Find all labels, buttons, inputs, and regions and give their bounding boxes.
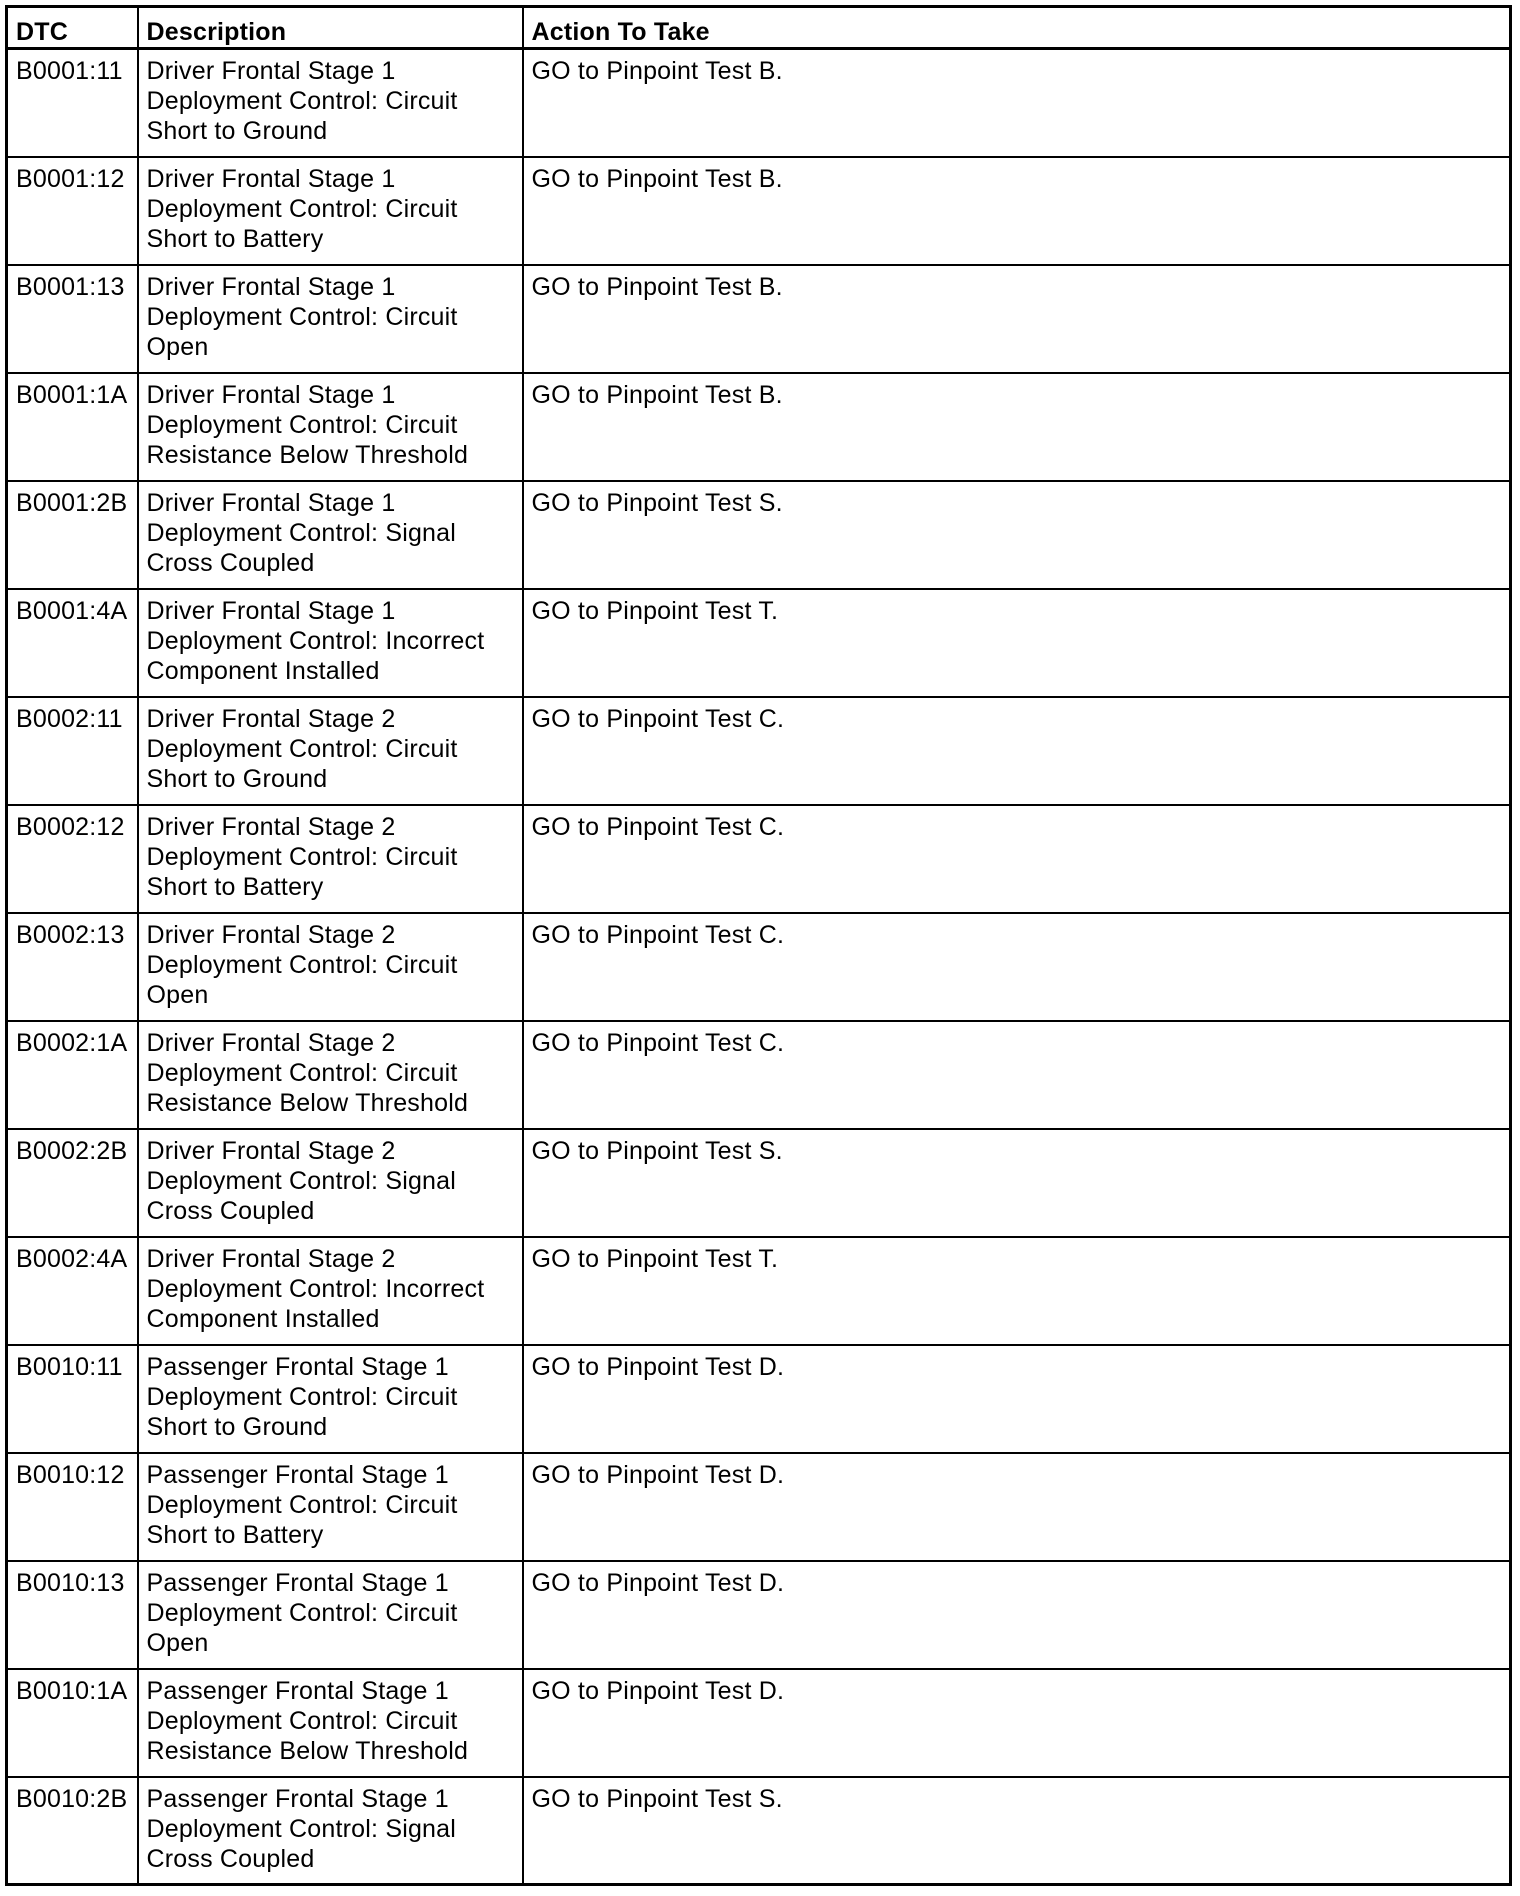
header-dtc: DTC [7, 7, 138, 49]
action-cell: GO to Pinpoint Test S. [523, 481, 1511, 589]
table-row [7, 1777, 1511, 1885]
dtc-cell: B0002:12 [7, 805, 138, 913]
header-description: Description [138, 7, 523, 49]
action-cell: GO to Pinpoint Test D. [523, 1345, 1511, 1453]
table-row [7, 589, 1511, 697]
dtc-cell: B0002:11 [7, 697, 138, 805]
dtc-cell: B0010:13 [7, 1561, 138, 1669]
action-cell: GO to Pinpoint Test B. [523, 49, 1511, 157]
dtc-cell: B0002:13 [7, 913, 138, 1021]
table-row [7, 373, 1511, 481]
action-cell: GO to Pinpoint Test C. [523, 697, 1511, 805]
description-cell: Driver Frontal Stage 2 Deployment Control: Circuit Short to Ground [138, 697, 523, 805]
table-row [7, 265, 1511, 373]
description-cell: Driver Frontal Stage 1 Deployment Control: Circuit Open [138, 265, 523, 373]
dtc-cell: B0001:12 [7, 157, 138, 265]
description-cell: Driver Frontal Stage 1 Deployment Control: Circuit Short to Battery [138, 157, 523, 265]
table-row [7, 1453, 1511, 1561]
description-cell: Driver Frontal Stage 2 Deployment Control: Incorrect Component Installed [138, 1237, 523, 1345]
table-row [7, 913, 1511, 1021]
description-cell: Passenger Frontal Stage 1 Deployment Control: Signal Cross Coupled [138, 1777, 523, 1885]
description-cell: Driver Frontal Stage 2 Deployment Control: Signal Cross Coupled [138, 1129, 523, 1237]
description-cell: Driver Frontal Stage 1 Deployment Control: Circuit Short to Ground [138, 49, 523, 157]
dtc-cell: B0010:12 [7, 1453, 138, 1561]
table-row [7, 1561, 1511, 1669]
description-cell: Passenger Frontal Stage 1 Deployment Control: Circuit Open [138, 1561, 523, 1669]
description-cell: Driver Frontal Stage 1 Deployment Control: Incorrect Component Installed [138, 589, 523, 697]
table-row [7, 1021, 1511, 1129]
dtc-cell: B0001:11 [7, 49, 138, 157]
action-cell: GO to Pinpoint Test C. [523, 805, 1511, 913]
description-cell: Passenger Frontal Stage 1 Deployment Control: Circuit Short to Ground [138, 1345, 523, 1453]
action-cell: GO to Pinpoint Test S. [523, 1777, 1511, 1885]
dtc-cell: B0010:11 [7, 1345, 138, 1453]
header-action: Action To Take [523, 7, 1511, 49]
table-row [7, 1345, 1511, 1453]
dtc-table [5, 5, 1512, 1886]
dtc-cell: B0001:1A [7, 373, 138, 481]
action-cell: GO to Pinpoint Test T. [523, 589, 1511, 697]
description-cell: Driver Frontal Stage 2 Deployment Control: Circuit Open [138, 913, 523, 1021]
dtc-cell: B0002:1A [7, 1021, 138, 1129]
description-cell: Driver Frontal Stage 2 Deployment Control: Circuit Resistance Below Threshold [138, 1021, 523, 1129]
action-cell: GO to Pinpoint Test S. [523, 1129, 1511, 1237]
dtc-cell: B0001:2B [7, 481, 138, 589]
action-cell: GO to Pinpoint Test D. [523, 1453, 1511, 1561]
action-cell: GO to Pinpoint Test B. [523, 157, 1511, 265]
action-cell: GO to Pinpoint Test D. [523, 1561, 1511, 1669]
table-header [7, 7, 1511, 49]
dtc-cell: B0010:1A [7, 1669, 138, 1777]
action-cell: GO to Pinpoint Test T. [523, 1237, 1511, 1345]
header-row [7, 7, 1511, 49]
table-row [7, 805, 1511, 913]
description-cell: Driver Frontal Stage 1 Deployment Control: Circuit Resistance Below Threshold [138, 373, 523, 481]
table-row [7, 1129, 1511, 1237]
dtc-cell: B0002:2B [7, 1129, 138, 1237]
action-cell: GO to Pinpoint Test C. [523, 1021, 1511, 1129]
table-row [7, 697, 1511, 805]
action-cell: GO to Pinpoint Test B. [523, 265, 1511, 373]
table-row [7, 1669, 1511, 1777]
description-cell: Driver Frontal Stage 2 Deployment Control: Circuit Short to Battery [138, 805, 523, 913]
table-row [7, 49, 1511, 157]
table-body [7, 49, 1511, 1885]
description-cell: Driver Frontal Stage 1 Deployment Control: Signal Cross Coupled [138, 481, 523, 589]
table-row [7, 1237, 1511, 1345]
action-cell: GO to Pinpoint Test B. [523, 373, 1511, 481]
action-cell: GO to Pinpoint Test D. [523, 1669, 1511, 1777]
table-row [7, 481, 1511, 589]
dtc-cell: B0001:4A [7, 589, 138, 697]
description-cell: Passenger Frontal Stage 1 Deployment Control: Circuit Short to Battery [138, 1453, 523, 1561]
dtc-cell: B0001:13 [7, 265, 138, 373]
description-cell: Passenger Frontal Stage 1 Deployment Control: Circuit Resistance Below Threshold [138, 1669, 523, 1777]
table-row [7, 157, 1511, 265]
dtc-cell: B0002:4A [7, 1237, 138, 1345]
action-cell: GO to Pinpoint Test C. [523, 913, 1511, 1021]
dtc-cell: B0010:2B [7, 1777, 138, 1885]
